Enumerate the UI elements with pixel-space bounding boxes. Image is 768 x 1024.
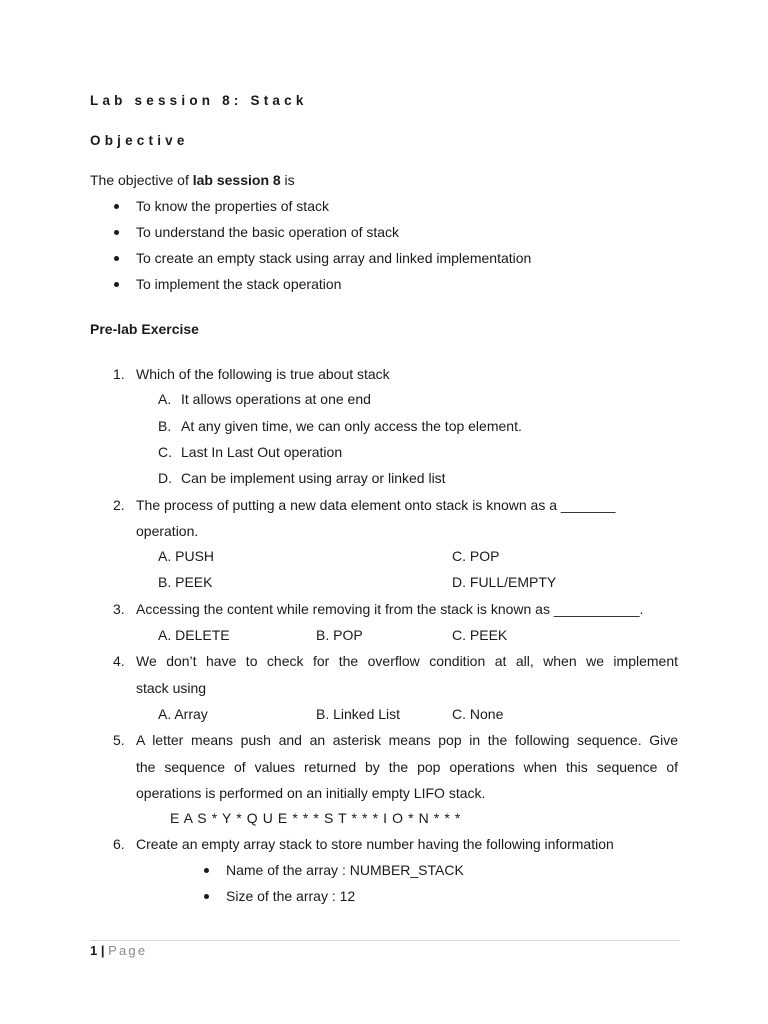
question-text: A letter means push and an asterisk means pop in the following sequence. Give [136,732,678,748]
bullet-icon [204,894,209,899]
objective-intro: The objective of lab session 8 is [90,172,295,188]
option-text: B. PEEK [158,574,213,590]
push-pop-sequence: E A S * Y * Q U E * * * S T * * * I O * N * * * [170,810,461,826]
question-text: operations is performed on an initially empty LIFO stack. [136,785,486,801]
bullet-icon [204,868,209,873]
option-letter: C. [158,444,172,460]
bullet-icon [114,282,119,287]
option-text: B. Linked List [316,706,401,722]
option-letter: B. [158,418,172,434]
question-number: 4. [113,653,125,669]
option-text: A. PUSH [158,548,215,564]
question-text: Accessing the content while removing it from the stack is known as ___________. [136,601,644,617]
objective-item: To know the properties of stack [136,198,329,214]
page-footer [90,942,147,960]
option-text: D. FULL/EMPTY [452,574,557,590]
question-number: 6. [113,836,125,852]
question-text: the sequence of values returned by the pop operations when this sequence of [136,759,678,775]
option-text: Can be implement using array or linked list [181,470,446,486]
option-text: A. DELETE [158,627,230,643]
option-text: Last In Last Out operation [181,444,343,460]
question-number: 1. [113,366,125,382]
question-text: Create an empty array stack to store number having the following information [136,836,614,852]
objective-heading: Objective [90,133,189,148]
objective-item: To understand the basic operation of stack [136,224,400,240]
question-number: 2. [113,497,125,513]
option-text: B. POP [316,627,363,643]
option-text: C. PEEK [452,627,508,643]
question-text: stack using [136,680,207,696]
question-text: We don’t have to check for the overflow condition at all, when we implement [136,653,678,669]
option-letter: A. [158,391,172,407]
question-text: The process of putting a new data element onto stack is known as a _______ [136,497,616,513]
info-item: Name of the array : NUMBER_STACK [226,862,464,878]
option-letter: D. [158,470,172,486]
lab-title: Lab session 8: Stack [90,93,308,108]
page-number: 1 [90,943,98,958]
prelab-heading: Pre-lab Exercise [90,321,199,337]
option-text: C. None [452,706,504,722]
bullet-icon [114,204,119,209]
bullet-icon [114,256,119,261]
bullet-icon [114,230,119,235]
option-text: It allows operations at one end [181,391,371,407]
option-text: At any given time, we can only access the top element. [181,418,522,434]
objective-item: To implement the stack operation [136,276,342,292]
option-text: A. Array [158,706,208,722]
option-text: C. POP [452,548,500,564]
footer-divider [90,940,680,941]
question-text: Which of the following is true about stack [136,366,390,382]
info-item: Size of the array : 12 [226,888,356,904]
question-number: 3. [113,601,125,617]
question-number: 5. [113,732,125,748]
page-label: Page [108,943,148,958]
footer-separator: | [100,943,105,958]
objective-item: To create an empty stack using array and linked implementation [136,250,532,266]
question-text: operation. [136,523,199,539]
